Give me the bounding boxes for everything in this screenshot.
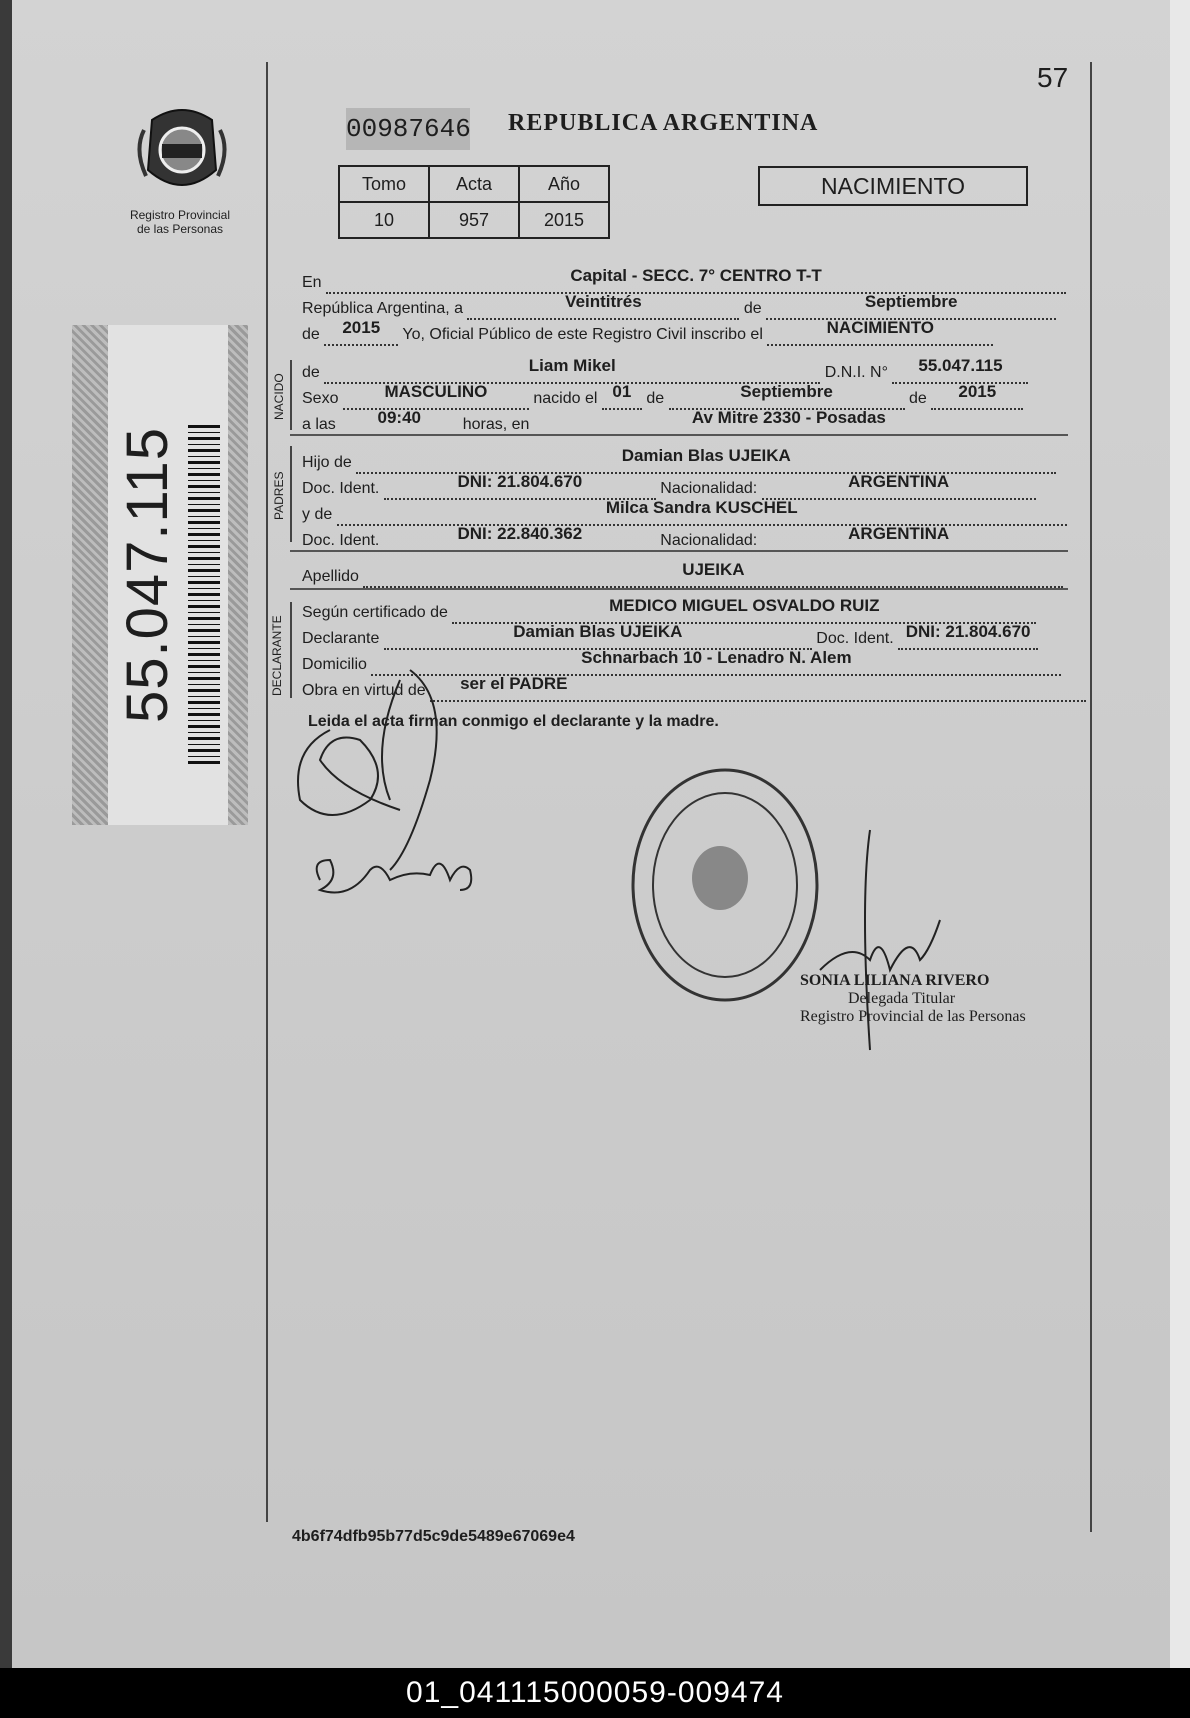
row-apellido — [302, 560, 1063, 588]
value-domicilio: Schnarbach 10 - Lenadro N. Alem — [581, 648, 852, 667]
value-sexo: MASCULINO — [384, 382, 488, 401]
field-certificado — [452, 596, 1036, 624]
value-madre: Milca Sandra KUSCHEL — [605, 498, 798, 517]
footer-id-bar: 01_041115000059-009474 — [0, 1668, 1190, 1718]
value-declarante: Damian Blas UJEIKA — [513, 622, 683, 641]
official-role: Delegada Titular — [848, 990, 956, 1007]
barcode-number: 55.047.115 — [115, 427, 180, 723]
label-nacionalidad-2: Nacionalidad: — [660, 532, 758, 549]
field-mes-nac — [669, 382, 905, 410]
value-certificado: MEDICO MIGUEL OSVALDO RUIZ — [609, 596, 880, 615]
label-nacido-el: nacido el — [533, 390, 598, 407]
official-office: Registro Provincial de las Personas — [800, 1008, 1026, 1025]
logo-caption — [110, 208, 250, 236]
value-dia-nac: 01 — [612, 382, 632, 401]
serial-number: 00987646 — [346, 108, 470, 150]
value-anio-nac: 2015 — [958, 382, 997, 401]
field-lugar — [326, 266, 1066, 294]
header-tomo: Tomo — [339, 166, 429, 202]
field-obra — [430, 674, 1086, 702]
act-type-box: NACIMIENTO — [758, 166, 1028, 206]
divider-2 — [290, 550, 1068, 552]
label-apellido: Apellido — [302, 568, 359, 585]
mother-signature — [300, 840, 500, 920]
value-lugar: Capital - SECC. 7° CENTRO T-T — [570, 266, 822, 285]
value-declarante-doc: DNI: 21.804.670 — [905, 622, 1031, 641]
divider-1 — [290, 434, 1068, 436]
field-lugar-nac — [534, 408, 1044, 436]
value-padre-nac: ARGENTINA — [848, 472, 950, 491]
field-padre-doc — [384, 472, 656, 500]
row-nombre — [302, 356, 1028, 384]
row-y-de — [302, 498, 1067, 526]
row-hora — [302, 408, 1044, 436]
field-madre — [337, 498, 1067, 526]
field-dia-nac — [602, 382, 642, 410]
field-mes — [766, 292, 1056, 320]
document-sheet — [12, 0, 1170, 1668]
row-hijo-de — [302, 446, 1056, 474]
field-hora — [340, 408, 458, 436]
section-label-nacido: NACIDO — [272, 373, 286, 420]
field-madre-doc — [384, 524, 656, 552]
label-de-2: de — [302, 326, 320, 343]
value-padre-doc: DNI: 21.804.670 — [457, 472, 583, 491]
label-en: En — [302, 274, 322, 291]
label-domicilio: Domicilio — [302, 656, 367, 673]
label-nacionalidad-1: Nacionalidad: — [660, 480, 758, 497]
label-dni: D.N.I. N° — [824, 364, 888, 381]
value-mes-nac: Septiembre — [740, 382, 833, 401]
label-de-3: de — [302, 364, 320, 381]
label-doc-ident-2: Doc. Ident. — [302, 532, 380, 549]
divider-3 — [290, 588, 1068, 590]
row-sexo — [302, 382, 1023, 410]
label-doc-ident-1: Doc. Ident. — [302, 480, 380, 497]
field-padre — [356, 446, 1056, 474]
signature-statement: Leida el acta firman conmigo el declarante y la madre. — [308, 713, 719, 730]
left-margin-line — [266, 62, 268, 1522]
label-republica: República Argentina, a — [302, 300, 463, 317]
section-label-padres: PADRES — [272, 471, 286, 520]
header-acta: Acta — [429, 166, 519, 202]
row-fecha — [302, 292, 1056, 320]
field-apellido — [363, 560, 1063, 588]
field-sexo — [343, 382, 529, 410]
label-oficial: Yo, Oficial Público de este Registro Civil inscribo el — [402, 326, 763, 343]
value-madre-doc: DNI: 22.840.362 — [457, 524, 583, 543]
field-padre-nac — [762, 472, 1036, 500]
document-hash: 4b6f74dfb95b77d5c9de5489e67069e4 — [292, 1528, 575, 1545]
value-anio: 2015 — [519, 202, 609, 238]
barcode-label — [108, 325, 228, 825]
value-obra: ser el PADRE — [460, 674, 568, 693]
official-name: SONIA LILIANA RIVERO — [800, 972, 990, 989]
label-de-1: de — [743, 300, 762, 317]
value-acta: 957 — [429, 202, 519, 238]
field-dia-letras — [467, 292, 739, 320]
barcode-panel — [72, 325, 248, 825]
document-title: REPUBLICA ARGENTINA — [508, 110, 819, 136]
value-tomo: 10 — [339, 202, 429, 238]
logo-caption-line-2: de las Personas — [136, 222, 224, 236]
barcode-bars — [188, 425, 220, 765]
label-de-5: de — [909, 390, 927, 407]
label-de-4: de — [646, 390, 665, 407]
page-edge — [1170, 0, 1190, 1668]
field-declarante — [384, 622, 812, 650]
value-apellido: UJEIKA — [682, 560, 745, 579]
field-nombre — [324, 356, 820, 384]
value-dia-letras: Veintitrés — [565, 292, 642, 311]
value-mes: Septiembre — [864, 292, 958, 311]
right-margin-line — [1090, 62, 1092, 1532]
field-declarante-doc — [898, 622, 1038, 650]
label-hijo-de: Hijo de — [302, 454, 352, 471]
header-anio: Año — [519, 166, 609, 202]
label-doc-ident-3: Doc. Ident. — [816, 630, 894, 647]
registry-table — [338, 165, 610, 239]
value-padre: Damian Blas UJEIKA — [621, 446, 791, 465]
label-y-de: y de — [302, 506, 333, 523]
field-madre-nac — [762, 524, 1036, 552]
value-tipo: NACIMIENTO — [826, 318, 934, 337]
bracket-nacido — [290, 360, 292, 430]
row-en — [302, 266, 1066, 294]
row-declarante — [302, 622, 1038, 650]
value-hora: 09:40 — [377, 408, 421, 427]
label-declarante: Declarante — [302, 630, 380, 647]
label-horas-en: horas, en — [462, 416, 530, 433]
value-lugar-nac: Av Mitre 2330 - Posadas — [691, 408, 886, 427]
page-number: 57 — [1037, 62, 1069, 93]
row-madre-doc — [302, 524, 1036, 552]
value-nombre: Liam Mikel — [528, 356, 616, 375]
province-seal-logo — [132, 100, 232, 200]
official-block — [800, 972, 1026, 1026]
label-segun: Según certificado de — [302, 604, 448, 621]
section-label-declarante: DECLARANTE — [270, 615, 284, 696]
field-anio-nac — [931, 382, 1023, 410]
label-a-las: a las — [302, 416, 336, 433]
field-dni — [892, 356, 1028, 384]
label-sexo: Sexo — [302, 390, 339, 407]
row-segun — [302, 596, 1036, 624]
field-tipo — [767, 318, 993, 346]
value-anio: 2015 — [342, 318, 381, 337]
row-oficial — [302, 318, 993, 346]
label-obra: Obra en virtud de — [302, 682, 426, 699]
bracket-padres — [290, 446, 292, 542]
field-anio — [324, 318, 398, 346]
value-madre-nac: ARGENTINA — [848, 524, 950, 543]
value-dni: 55.047.115 — [918, 356, 1003, 375]
row-padre-doc — [302, 472, 1036, 500]
logo-caption-line-1: Registro Provincial — [129, 208, 231, 222]
